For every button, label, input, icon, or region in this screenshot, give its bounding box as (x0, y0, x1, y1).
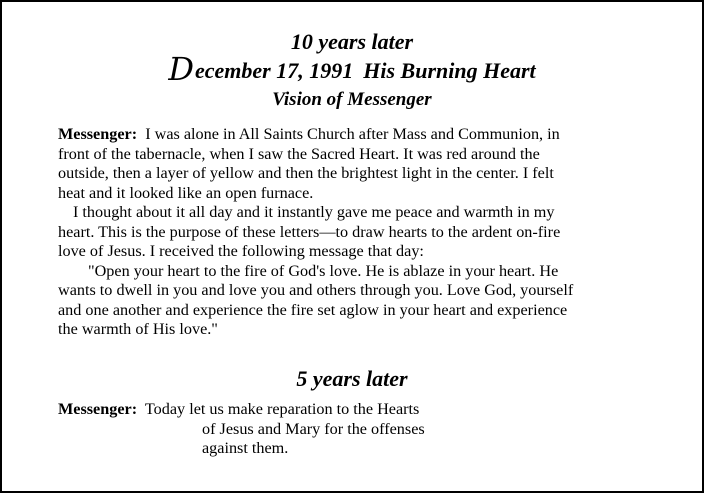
heading-subtitle: Vision of Messenger (272, 89, 432, 110)
line-text: Today let us make reparation to the Hearts (144, 400, 420, 418)
date-text: ecember 17, 1991 (195, 58, 354, 83)
speaker-label: Messenger: (58, 400, 138, 418)
heading-five-years-later: 5 years later (296, 366, 408, 391)
paragraph-line: outside, then a layer of yellow and then the brightest light in the center. I felt (58, 164, 554, 182)
heading-date-title (0, 50, 704, 88)
title-text: His Burning Heart (363, 58, 536, 83)
paragraph-line: front of the tabernacle, when I saw the Sacred Heart. It was red around the (58, 144, 540, 163)
heading-years-later: 10 years later (290, 29, 414, 54)
paragraph-line (58, 125, 658, 145)
paragraph-line: I thought about it all day and it instantly gave me peace and warmth in my (73, 203, 555, 221)
paragraph-line (58, 400, 658, 420)
paragraph-line: against them. (202, 439, 289, 457)
date-initial: D (168, 50, 195, 88)
line-text: I was alone in All Saints Church after Mass and Communion, in (145, 125, 560, 143)
quote-line: the warmth of His love." (58, 320, 218, 338)
quote-line: and one another and experience the fire set aglow in your heart and experience (58, 300, 568, 319)
paragraph-line: heart. This is the purpose of these letters—to draw hearts to the ardent on-fire (58, 222, 561, 241)
passage-vision (58, 125, 658, 340)
passage-reparation (58, 400, 658, 459)
paragraph-line: love of Jesus. I received the following message that day: (58, 242, 424, 260)
paragraph-line: of Jesus and Mary for the offenses (202, 419, 425, 438)
quote-line: wants to dwell in you and love you and others through you. Love God, yourself (58, 281, 574, 299)
paragraph-line: heat and it looked like an open furnace. (58, 183, 314, 202)
speaker-label: Messenger: (58, 125, 138, 143)
quote-line: "Open your heart to the fire of God's love. He is ablaze in your heart. He (88, 261, 559, 280)
